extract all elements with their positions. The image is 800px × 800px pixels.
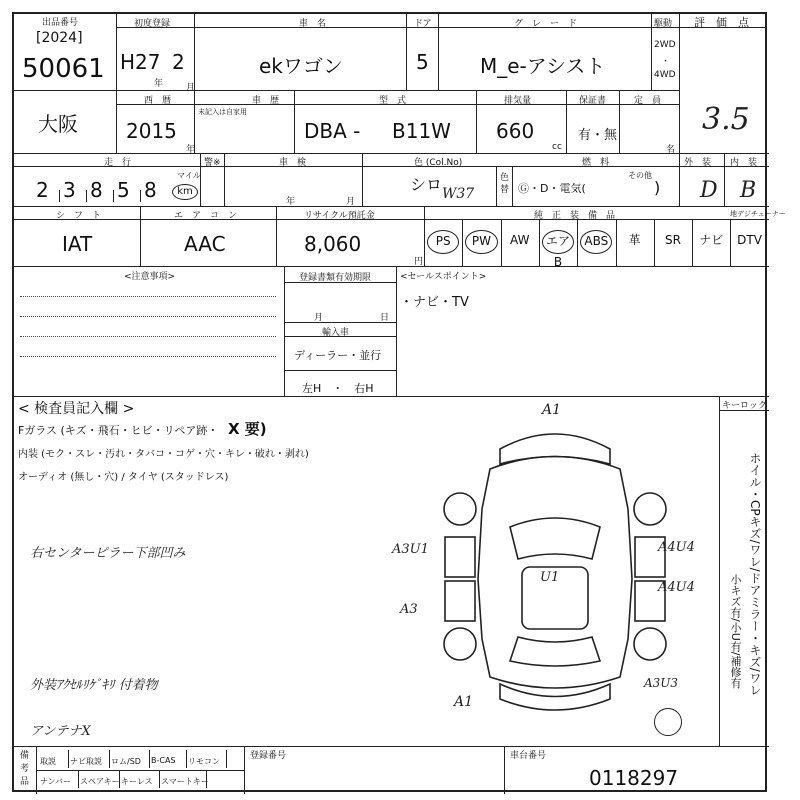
recycle-value: 8,060: [304, 232, 362, 256]
mark-right-rear: A3U3: [644, 676, 679, 690]
footer-item: 取説: [40, 757, 56, 766]
displacement-value: 660: [496, 119, 535, 143]
footer-item: ナンバー: [40, 777, 72, 786]
mileage-label: 走 行: [104, 158, 132, 168]
footer-item: ロム/SD: [111, 757, 141, 766]
first-reg-era: H27: [120, 50, 161, 74]
cc-unit: cc: [552, 142, 562, 152]
location: 大阪: [38, 112, 78, 136]
footer-item: B-CAS: [151, 756, 176, 765]
reg-day: 日: [380, 313, 390, 323]
warranty-label: 保証書: [579, 96, 607, 106]
shaken-year: 年: [286, 197, 296, 207]
equipment-item: ナビ: [699, 233, 724, 247]
wheel-rear-left: [444, 628, 476, 660]
auction-sheet: [12, 12, 786, 792]
hand-note-1: 右センターピラー下部凹み: [30, 546, 186, 561]
sales-label: <セールスポイント>: [400, 272, 487, 282]
caution-label: <注意事項>: [124, 272, 176, 282]
hand-note-3: アンテナX: [30, 724, 91, 739]
recycle-label: リサイクル預託金: [304, 211, 375, 221]
front-bumper: [500, 434, 610, 464]
tv-tuner-label: 地デジチューナー: [730, 210, 786, 218]
mileage-digit: 8: [90, 178, 103, 202]
ac-label: エ ア コ ン: [174, 211, 238, 221]
windshield: [510, 518, 600, 559]
keylock-label: キーロック: [722, 401, 767, 411]
doors-value: 5: [416, 50, 429, 74]
seireki-label: 西 暦: [144, 96, 172, 106]
mileage-digit: 3: [63, 178, 76, 202]
fuel-close: ): [654, 178, 661, 197]
drive-sep: ・: [661, 57, 671, 67]
model-name: ekワゴン: [259, 54, 343, 78]
rear-window: [510, 637, 600, 666]
equipment-item: SR: [664, 233, 681, 247]
equipment-item: AW: [510, 233, 530, 247]
mark-center: U1: [540, 570, 560, 585]
reg-month: 月: [314, 313, 324, 323]
year-code: [2024]: [36, 30, 83, 46]
inspector-line1-mark: X 要): [228, 420, 267, 438]
drive-label: 駆動: [654, 19, 673, 29]
displacement-label: 排気量: [504, 96, 532, 106]
shaken-month: 月: [346, 197, 356, 207]
hand-note-2: 外装ｱｸｾﾙﾘｹﾞｷﾘ 付着物: [30, 678, 158, 693]
shaken-label: 車 検: [279, 158, 307, 168]
seireki-unit: 年: [186, 145, 196, 155]
exterior-label: 外 装: [684, 158, 712, 168]
door-front-left: [445, 537, 475, 577]
mark-right-front: A4U4: [658, 540, 695, 555]
color-code: W37: [442, 186, 475, 202]
inspector-line1: Fガラス (キズ・飛石・ヒビ・リペア跡・: [18, 424, 219, 437]
mark-right-mid: A4U4: [658, 580, 695, 595]
side-text-2: 小キズ有/小U有/補修有: [729, 574, 742, 689]
rating-value: 3.5: [702, 102, 750, 137]
fuel-other: その他: [628, 171, 652, 180]
equipment-item: 革: [628, 233, 641, 247]
wheel-front-right: [634, 493, 666, 525]
mark-left-mid: A3: [400, 602, 418, 617]
doors-label: ドア: [414, 19, 432, 29]
shift-value: IAT: [62, 232, 93, 256]
equip-label: 純 正 装 備 品: [534, 211, 616, 221]
first-reg-label: 初度登録: [134, 19, 171, 29]
mileage-unit: km: [172, 184, 198, 200]
interior-label: 内 装: [730, 158, 758, 168]
mark-rear: A1: [454, 694, 474, 710]
reg-number-label: 登録番号: [250, 751, 287, 761]
footer-item: スマートキー: [161, 777, 209, 786]
door-rear-left: [445, 581, 475, 621]
site-label: 出品番号: [42, 18, 79, 28]
drive-4wd: 4WD: [654, 70, 676, 80]
exterior-grade: D: [700, 178, 718, 203]
footer-item: スペアキー: [80, 777, 120, 786]
lot-number: 50061: [22, 54, 105, 84]
footer-item: キーレス: [121, 777, 153, 786]
chassis-number: 0118297: [589, 766, 679, 790]
drive-2wd: 2WD: [654, 40, 676, 50]
footer-item: リモコン: [188, 757, 220, 766]
first-reg-month: 2: [172, 50, 185, 74]
color-value: シロ: [410, 175, 443, 194]
rireki-label: 車 歴: [252, 96, 280, 106]
handle-value: 左H ・ 右H: [302, 382, 374, 395]
meter-label: 警※: [204, 158, 221, 168]
mark-front: A1: [542, 402, 562, 418]
mileage-digit: 5: [117, 178, 130, 202]
sales-point: ・ナビ・TV: [400, 295, 469, 310]
month-unit: 月: [186, 83, 196, 93]
warranty-value: 有・無: [578, 128, 618, 143]
mileage-digit: 2: [36, 178, 49, 202]
capacity-unit: 名: [666, 145, 676, 155]
capacity-label: 定 員: [634, 96, 662, 106]
yen-unit: 円: [414, 257, 424, 267]
footer-item: ナビ取説: [70, 757, 102, 766]
equipment-item: PS: [427, 230, 459, 254]
reg-label: 登録書類有効期限: [299, 273, 372, 283]
wheel-rear-right: [634, 628, 666, 660]
color-change: 色替: [500, 173, 510, 195]
inspector-line2: 内装 (モク・スレ・汚れ・タバコ・コゲ・穴・キレ・破れ・剥れ): [18, 449, 309, 460]
katashiki-label: 型 式: [379, 96, 407, 106]
ac-value: AAC: [184, 232, 226, 256]
model-label: 車 名: [299, 19, 327, 29]
katashiki-value: B11W: [392, 119, 451, 143]
equipment-item: DTV: [737, 233, 762, 247]
shift-label: シ フ ト: [56, 211, 102, 221]
side-text: ホイル・CPキズ/ワレ/ドアミラー・キズ/ワレ: [748, 452, 762, 696]
import-label: 輸入車: [322, 328, 350, 338]
katashiki-prefix: DBA -: [304, 119, 361, 143]
equipment-item: エアB: [542, 230, 574, 254]
inspector-title: < 検査員記入欄 >: [18, 401, 135, 417]
grade-value: M_e-アシスト: [480, 54, 606, 78]
wheel-front-left: [444, 493, 476, 525]
fuel-label: 燃 料: [582, 158, 610, 168]
footer-side-label: 備考品: [20, 751, 30, 787]
chassis-label: 車台番号: [510, 751, 547, 761]
import-value: ディーラー・並行: [294, 349, 382, 362]
equipment-item: ABS: [580, 230, 612, 254]
inspector-line3: オーディオ (無し・穴) / タイヤ (スタッドレス): [18, 472, 229, 483]
interior-grade: B: [740, 178, 757, 203]
rireki-note: 未記入は自家用: [198, 108, 247, 116]
mileage-unit-top: マイル: [177, 171, 201, 180]
grade-label: グ レ ー ド: [514, 19, 578, 29]
color-label: 色 (Col.No): [414, 158, 463, 168]
marker-circle: [654, 708, 682, 736]
mileage-digit: 8: [144, 178, 157, 202]
year-unit: 年: [154, 79, 164, 89]
seireki-value: 2015: [126, 119, 177, 143]
rating-label: 評 価 点: [694, 16, 749, 29]
fuel-options: Ⓖ・D・電気(: [518, 182, 586, 195]
mark-left-front: A3U1: [392, 542, 429, 557]
equipment-item: PW: [465, 230, 497, 254]
